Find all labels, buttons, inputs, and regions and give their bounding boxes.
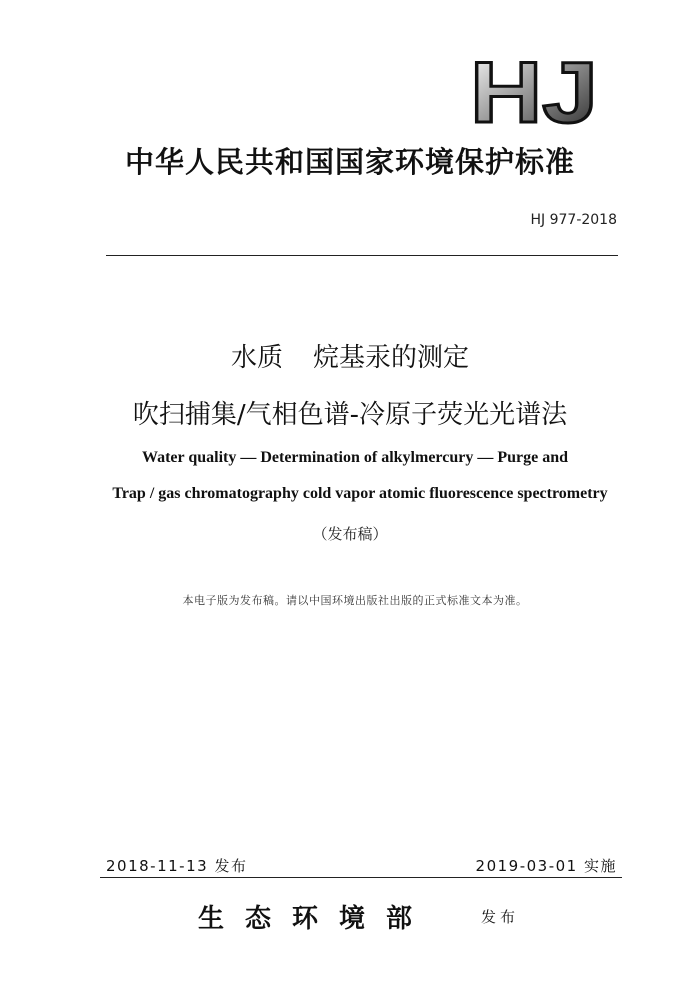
hj-logo bbox=[470, 56, 598, 126]
title-en-line1: Water quality — Determination of alkylmercury — Purge and bbox=[141, 449, 569, 466]
top-divider bbox=[106, 255, 618, 256]
title-cn-subject: 水质 bbox=[230, 343, 283, 373]
implementation-date: 2019-03-01 实施 bbox=[475, 857, 617, 875]
title-cn-line1 bbox=[0, 337, 700, 374]
title-cn-topic: 烷基汞的测定 bbox=[313, 343, 470, 373]
electronic-version-notice: 本电子版为发布稿。请以中国环境出版社出版的正式标准文本为准。 bbox=[182, 594, 528, 607]
bottom-divider bbox=[100, 877, 622, 878]
title-cn-line2: 吹扫捕集/气相色谱-冷原子荧光光谱法 bbox=[132, 400, 568, 430]
title-en-line2: Trap / gas chromatography cold vapor atomic fluorescence spectrometry bbox=[112, 485, 608, 502]
issuer-suffix: 发布 bbox=[481, 908, 520, 926]
organization-title: 中华人民共和国国家环境保护标准 bbox=[124, 145, 575, 179]
issue-date: 2018-11-13 发布 bbox=[106, 857, 248, 875]
hj-logo-text: HJ bbox=[470, 56, 598, 126]
draft-label: （发布稿） bbox=[312, 525, 388, 543]
issuer-name: 生态环境部 bbox=[198, 904, 434, 934]
standard-number: HJ 977-2018 bbox=[530, 212, 617, 228]
